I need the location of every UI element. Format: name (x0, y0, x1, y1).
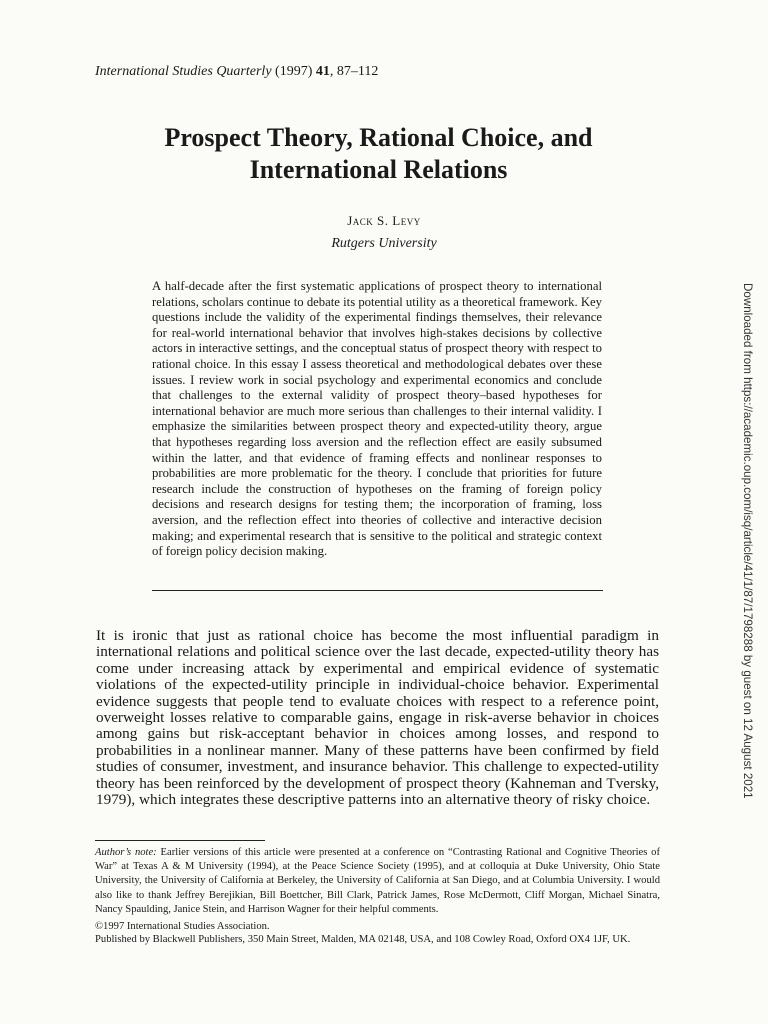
article-title-line2: International Relations (249, 155, 508, 184)
footnote-divider (95, 840, 265, 841)
journal-volume: 41 (315, 64, 330, 79)
article-title-line1: Prospect Theory, Rational Choice, and (164, 123, 593, 152)
author-affiliation: Rutgers University (331, 236, 437, 251)
abstract-divider (152, 590, 603, 591)
article-title (90, 122, 667, 186)
journal-pages: , 87–112 (329, 64, 379, 79)
journal-name: International Studies Quarterly (95, 64, 272, 79)
author-note-lead: Author’s note: (95, 847, 157, 858)
publisher-line: Published by Blackwell Publishers, 350 Main Street, Malden, MA 02148, USA, and 108 Cowley Road, Oxford OX4 1JF, UK. (95, 934, 631, 945)
download-stamp: Downloaded from https://academic.oup.com/isq/article/41/1/87/1798288 by guest on 12 August 2021 (741, 283, 754, 799)
author-note-text: Earlier versions of this article were presented at a conference on “Contrasting Rational and Cognitive Theories of War” at Texas A & M University (1994), at the Peace Science Society (1995), and at colloquia at Duke University, Ohio State University, the University of California at Berkeley, the University of California at San Diego, and at Columbia University. I would also like to thank Jeffrey Berejikian, Bill Boettcher, Bill Clark, Patrick James, Rose McDermott, Cliff Morgan, Michael Sinatra, Nancy Spaulding, Janice Stein, and Harrison Wagner for their helpful comments. (95, 847, 660, 915)
journal-year: (1997) (275, 64, 313, 79)
author-name: Jack S. Levy (347, 213, 421, 228)
copyright-line: ©1997 International Studies Association. (95, 921, 270, 932)
journal-citation (95, 63, 378, 81)
author-note (95, 846, 660, 917)
body-paragraph: It is ironic that just as rational choice has become the most influential paradigm in international relations and political science over the last decade, expected-utility theory has come under increasing attack by experimental and empirical evidence of systematic violations of the expected-utility principle in individual-choice behavior. Experimental evidence suggests that people tend to evaluate choices with respect to a reference point, overweight losses relative to comparable gains, engage in risk-averse behavior in choices among gains but risk-acceptant behavior in choices among losses, and respond to probabilities in a nonlinear manner. Many of these patterns have been confirmed by field studies of consumer, investment, and insurance behavior. This challenge to expected-utility theory has been reinforced by the development of prospect theory (Kahneman and Tversky, 1979), which integrates these descriptive patterns into an alternative theory of risky choice. (96, 627, 659, 809)
abstract: A half-decade after the first systematic applications of prospect theory to international relations, scholars continue to debate its potential utility as a theoretical framework. Key questions include the validity of the experimental findings themselves, their relevance for real-world international behavior that involves high-stakes decisions by collective actors in interactive settings, and the conceptual status of prospect theory with respect to rational choice. In this essay I assess theoretical and methodological debates over these issues. I review work in social psychology and experimental economics and conclude that challenges to the external validity of prospect theory–based hypotheses for international behavior are much more serious than challenges to their internal validity. I emphasize the similarities between prospect theory and expected-utility theory, argue that hypotheses regarding loss aversion and the reflection effect are easily subsumed within the latter, and that evidence of framing effects and nonlinear responses to probabilities are more problematic for the theory. I conclude that priorities for future research include the construction of hypotheses on the framing of foreign policy decisions and research designs for testing them; the incorporation of framing, loss aversion, and the reflection effect into theories of collective and interactive decision making; and experimental research that is sensitive to the political and strategic context of foreign policy decision making. (152, 279, 602, 559)
